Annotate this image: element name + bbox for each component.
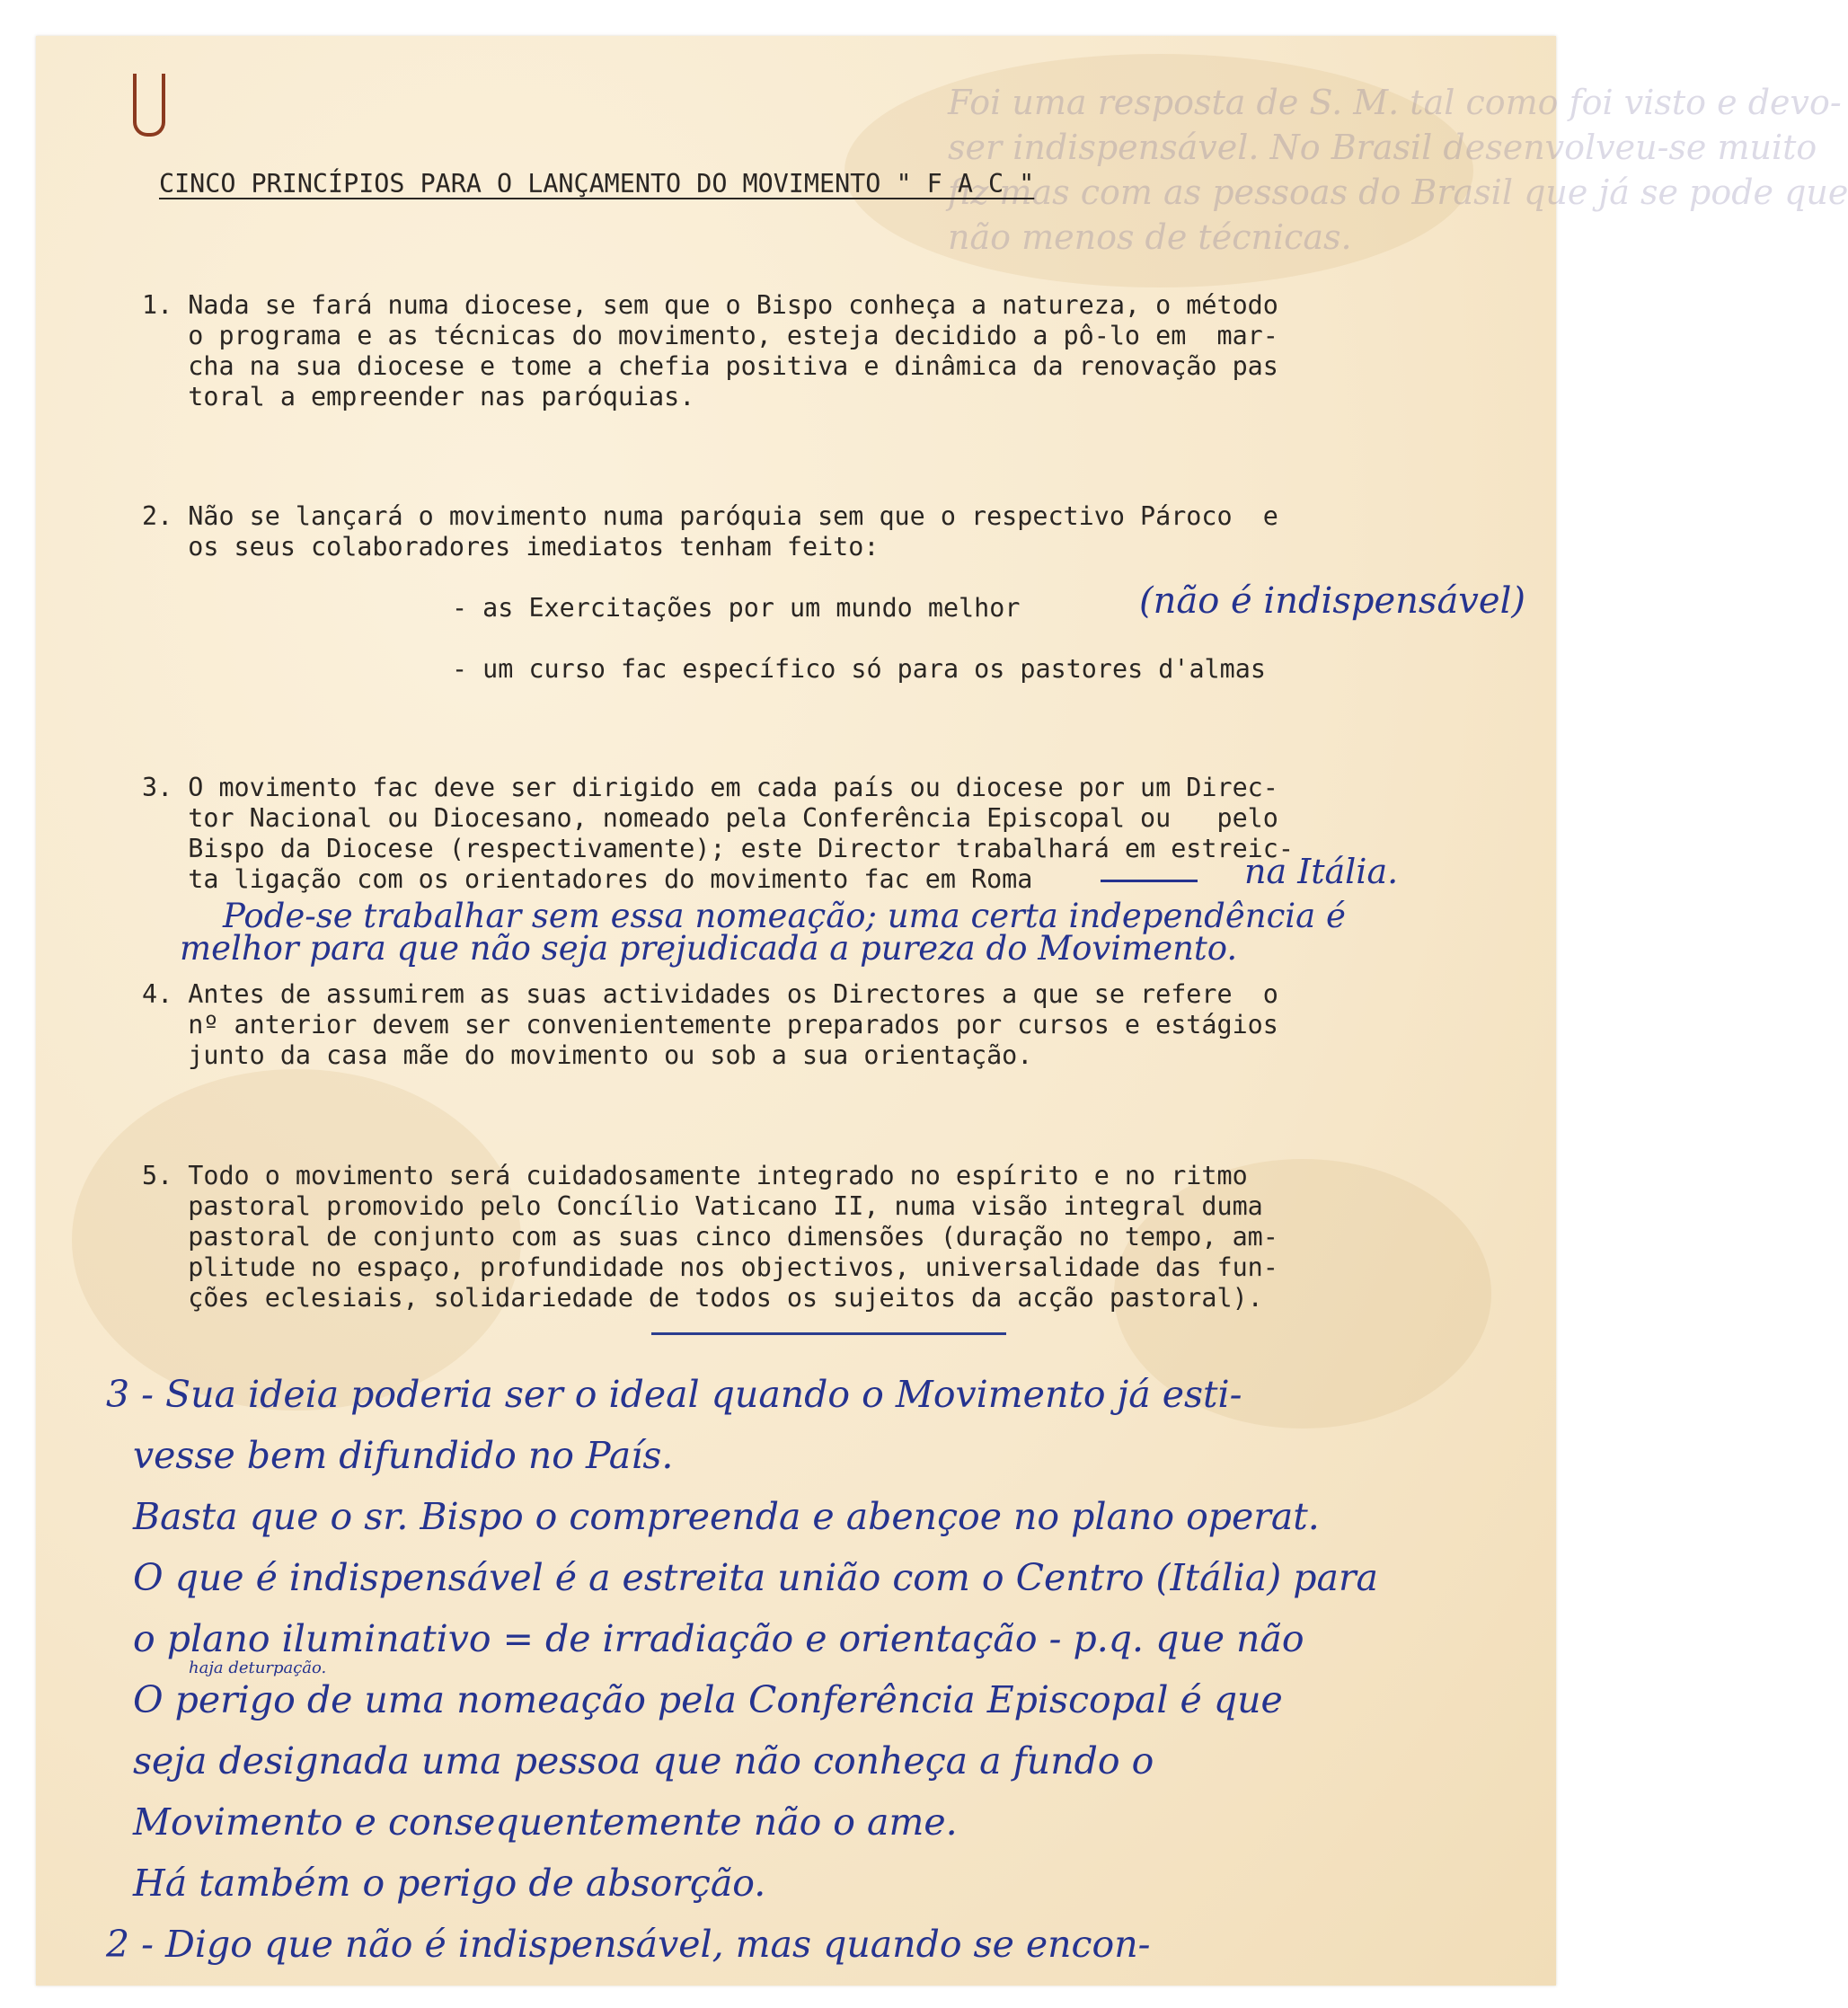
handwritten-note-line: O que é indispensável é a estreita união com o Centro (Itália) para [133, 1556, 1378, 1599]
item-4-line: junto da casa mãe do movimento ou sob a sua orientação. [142, 1040, 1033, 1070]
faded-back-text: não menos de técnicas. [948, 217, 1352, 257]
handwritten-note-line: 2 - Digo que não é indispensável, mas quando se encon- [106, 1923, 1151, 1966]
item-3-line: tor Nacional ou Diocesano, nomeado pela Conferência Episcopal ou pelo [142, 803, 1278, 833]
handwritten-note-line: Movimento e consequentemente não o ame. [133, 1800, 958, 1844]
faded-back-text: fiz mas com as pessoas do Brasil que já se pode que [948, 172, 1848, 212]
document-title: CINCO PRINCÍPIOS PARA O LANÇAMENTO DO MOVIMENTO " F A C " [159, 169, 1035, 199]
item-5-line: ções eclesiais, solidariedade de todos os sujeitos da acção pastoral). [142, 1283, 1263, 1313]
faded-back-text: ser indispensável. No Brasil desenvolveu-se muito [948, 128, 1817, 167]
item-1-line: 1. Nada se fará numa diocese, sem que o Bispo conheça a natureza, o método [142, 290, 1278, 320]
item-1-line: cha na sua diocese e tome a chefia positiva e dinâmica da renovação pas [142, 351, 1278, 381]
item-2-handwritten-note: (não é indispensável) [1139, 580, 1525, 622]
handwritten-note-line: 3 - Sua ideia poderia ser o ideal quando o Movimento já esti- [106, 1373, 1242, 1416]
handwritten-note-line: Basta que o sr. Bispo o compreenda e abençoe no plano operat. [133, 1495, 1320, 1538]
item-4-line: 4. Antes de assumirem as suas actividades os Directores a que se refere o [142, 979, 1278, 1009]
item-1-line: toral a empreender nas paróquias. [142, 382, 695, 411]
strikethrough-line [1101, 880, 1198, 882]
item-5-line: pastoral de conjunto com as suas cinco dimensões (duração no tempo, am- [142, 1222, 1278, 1252]
item-1-line: o programa e as técnicas do movimento, esteja decidido a pô-lo em mar- [142, 321, 1278, 350]
item-3-handwritten-insert: na Itália. [1244, 852, 1399, 891]
handwritten-interline-note: haja deturpação. [189, 1659, 327, 1677]
item-5-line: 5. Todo o movimento será cuidadosamente integrado no espírito e no ritmo [142, 1161, 1248, 1190]
item-3-handwritten-note: Pode-se trabalhar sem essa nomeação; uma certa independência é [223, 897, 1346, 935]
item-2-line: os seus colaboradores imediatos tenham feito: [142, 532, 880, 562]
item-2-subitem: - as Exercitações por um mundo melhor [452, 593, 1021, 623]
handwritten-note-line: o plano iluminativo = de irradiação e orientação - p.q. que não [133, 1617, 1304, 1660]
separator-rule [651, 1332, 1006, 1335]
faded-back-text: Foi uma resposta de S. M. tal como foi visto e devo- [948, 83, 1842, 122]
item-4-line: nº anterior devem ser convenientemente preparados por cursos e estágios [142, 1010, 1278, 1039]
item-2-subitem: - um curso fac específico só para os pastores d'almas [452, 654, 1266, 684]
handwritten-note-line: seja designada uma pessoa que não conheça a fundo o [133, 1739, 1154, 1782]
handwritten-note-line: O perigo de uma nomeação pela Conferência Episcopal é que [133, 1678, 1283, 1721]
handwritten-note-line: vesse bem difundido no País. [133, 1434, 674, 1477]
item-5-line: pastoral promovido pelo Concílio Vaticano II, numa visão integral duma [142, 1191, 1263, 1221]
handwritten-note-line: Há também o perigo de absorção. [133, 1862, 766, 1905]
item-3-line: Bispo da Diocese (respectivamente); este Director trabalhará em estreic- [142, 834, 1294, 863]
item-3-line: 3. O movimento fac deve ser dirigido em cada país ou diocese por um Direc- [142, 773, 1278, 802]
item-3-handwritten-note: melhor para que não seja prejudicada a pureza do Movimento. [180, 929, 1238, 968]
item-3-line: ta ligação com os orientadores do movimento fac em Roma [142, 864, 1033, 894]
item-2-line: 2. Não se lançará o movimento numa paróquia sem que o respectivo Pároco e [142, 501, 1278, 531]
document-page [36, 36, 1848, 1986]
item-5-line: plitude no espaço, profundidade nos objectivos, universalidade das fun- [142, 1252, 1278, 1282]
archive-mark-icon [133, 74, 165, 137]
